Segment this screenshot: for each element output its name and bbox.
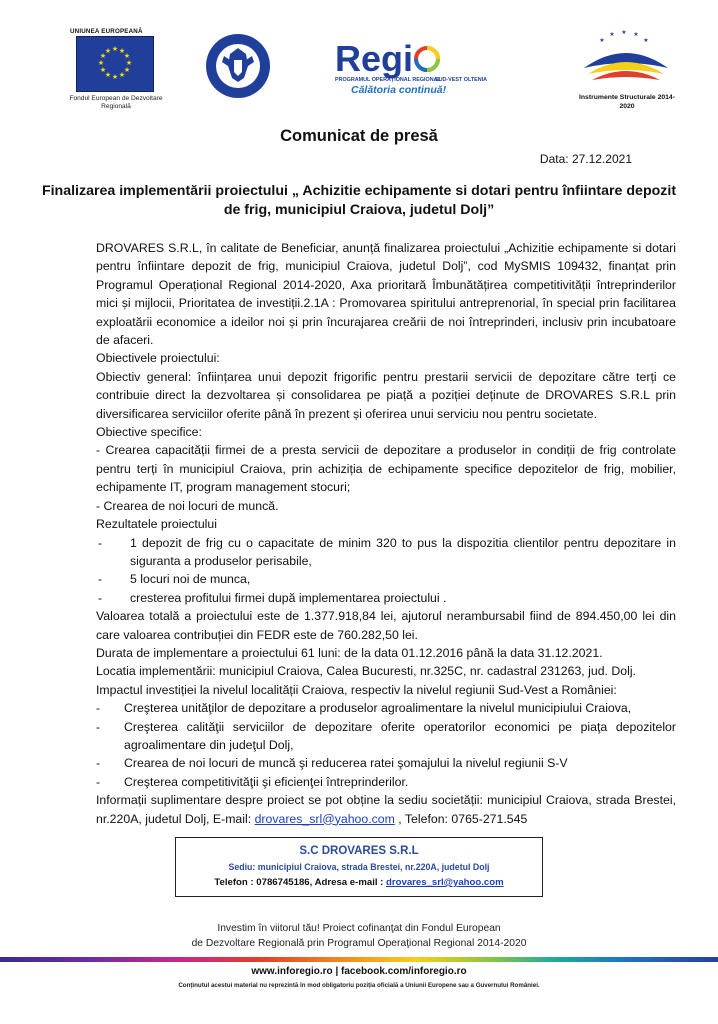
svg-text:PROGRAMUL OPERAȚIONAL REGIONAL: PROGRAMUL OPERAȚIONAL REGIONAL: [335, 77, 441, 83]
footer-funding-text: Investim în viitorul tău! Proiect cofinanţat din Fondul European de Dezvoltare Regională prin Programul Operaţional Regional 2014-2020: [191, 923, 527, 949]
project-heading: Finalizarea implementării proiectului „ Achizitie echipamente si dotari pentru înfiintare depozit de frig, municipiul Craiova, judetul Dolj”: [41, 183, 677, 218]
svg-text:★: ★: [643, 37, 649, 44]
impact-item: - Crearea de noi locuri de muncă şi reducerea ratei şomajului la nivelul regiunii S-V: [96, 756, 568, 771]
svg-text:★: ★: [104, 47, 112, 55]
results-label: Rezultatele proiectului: [96, 517, 217, 532]
contact-email-link[interactable]: drovares_srl@yahoo.com: [386, 877, 504, 888]
contact-company-name: S.C DROVARES S.R.L: [299, 845, 419, 857]
objectives-label: Obiectivele proiectului:: [96, 351, 220, 366]
contact-address: Sediu: municipiul Craiova, strada Brestei, nr.220A, judetul Dolj: [228, 862, 490, 872]
document-body: [96, 239, 676, 828]
svg-text:★: ★: [99, 66, 107, 74]
additional-info: Informații suplimentare despre proiect se pot obține la sediu societății: municipiul Craiova, strada Brestei, nr.220A, judetul Dolj, E-mail: drovares_srl@yahoo.com , Telefon: 0765-271.545: [96, 793, 676, 826]
svg-text:★: ★: [111, 45, 119, 53]
project-value: Valoarea totală a proiectului este de 1.377.918,84 lei, ajutorul nerambursabil fiind de 894.450,00 lei din care valoarea contribuției din FEDR este de 760.282,50 lei.: [96, 609, 676, 642]
svg-text:★: ★: [599, 37, 605, 44]
intro-paragraph: DROVARES S.R.L, în calitate de Beneficiar, anunță finalizarea proiectului „Achizitie echipamente si dotari pentru înfiintare depozit de frig, municipiul Craiova, judetul Dolj”, cod MySMIS 109432, finanțat prin Programul Operațional Regional 2014-2020, Axa prioritară Îmbunătățirea competitivității întreprinderilor mici și mijlocii, Prioritatea de investiții.2.1A : Promovarea spiritului antreprenorial, în special prin facilitarea exploatării economice a ideilor noi și prin încurajarea creării de noi întreprinderi, inclusiv prin incubatoare de afaceri.: [96, 241, 676, 348]
structural-instruments-label: Instrumente Structurale 2014-2020: [579, 94, 675, 110]
result-item: - 1 depozit de frig cu o capacitate de minim 320 to pus la dispozitia clientilor pentru depozitare in siguranta a produselor perisabile,: [98, 535, 676, 568]
svg-text:★: ★: [123, 52, 131, 60]
impact-item: - Creşterea unităţilor de depozitare a produselor agroalimentare la nivelul municipiului Craiova,: [96, 701, 632, 716]
svg-text:★: ★: [123, 66, 131, 74]
specific-objectives-label: Obiective specifice:: [96, 425, 202, 440]
svg-text:★: ★: [125, 59, 133, 67]
svg-text:★: ★: [99, 52, 107, 60]
svg-text:★: ★: [118, 71, 126, 79]
impact-item: - Creşterea competitivităţii şi eficienţei întreprinderilor.: [96, 774, 409, 789]
svg-text:★: ★: [118, 47, 126, 55]
project-duration: Durata de implementare a proiectului 61 luni: de la data 01.12.2016 până la data 31.12.2021.: [96, 645, 603, 660]
result-item: - 5 locuri noi de munca,: [98, 572, 251, 587]
svg-text:★: ★: [111, 73, 119, 81]
svg-text:★: ★: [97, 59, 105, 67]
svg-text:Regi: Regi: [335, 38, 414, 79]
eu-logo-bottom-text: Fondul European de Dezvoltare Regională: [69, 95, 163, 110]
svg-text:★: ★: [621, 29, 627, 36]
footer-disclaimer: Conținutul acestui material nu reprezintă în mod obligatoriu poziția oficială a Uniunii Europene sau a Guvernului României.: [178, 982, 540, 989]
romanian-government-seal-icon: [204, 32, 272, 100]
page-title: Comunicat de presă: [280, 127, 438, 145]
project-location: Locatia implementării: municipiul Craiova, Calea Bucuresti, nr.325C, nr. cadastral 231263, jud. Dolj.: [96, 664, 636, 679]
regio-logo: [331, 37, 499, 97]
eu-logo-top-text: UNIUNEA EUROPEANĂ: [70, 28, 143, 35]
specific-objective-1: - Crearea capacității firmei de a presta servicii de depozitare a produselor in condiții de frig controlate pentru terți în municipiul Craiova, prin achiziția de echipamente specifice depozitelor de frig, mobilier, echipamente IT, program management stocuri;: [96, 443, 676, 495]
contact-phone-email: Telefon : 0786745186, Adresa e-mail : drovares_srl@yahoo.com: [214, 877, 504, 888]
impact-label: Impactul investiției la nivelul localității Craiova, respectiv la nivelul regiunii Sud-Vest a României:: [96, 682, 617, 697]
specific-objective-2: - Crearea de noi locuri de muncă.: [96, 498, 279, 513]
eu-flag-icon: [76, 36, 154, 92]
svg-text:Călătoria continuă!: Călătoria continuă!: [351, 84, 447, 96]
general-objective: Obiectiv general: înființarea unui depozit frigorific pentru prestarii servicii de depozitare către terți ce contribuie direct la dezvoltarea și consolidarea pe piață a poziției deținute de DROVARES S.R.L prin diversificarea serviciilor oferite până în prezent și oferirea unui serviciu nou pentru societate.: [96, 369, 676, 421]
email-link[interactable]: drovares_srl@yahoo.com: [254, 811, 395, 826]
footer-web-links[interactable]: www.inforegio.ro | facebook.com/inforegio.ro: [251, 966, 467, 977]
impact-item: - Creşterea calităţii serviciilor de depozitare oferite operatorilor economici pe piaţa depozitelor agroalimentare din judeţul Dolj,: [96, 719, 676, 752]
result-item: - cresterea profitului firmei după implementarea proiectului .: [98, 590, 447, 605]
document-date: Data: 27.12.2021: [539, 152, 632, 166]
svg-text:★: ★: [633, 31, 639, 38]
svg-text:SUD-VEST OLTENIA: SUD-VEST OLTENIA: [435, 77, 488, 83]
svg-text:★: ★: [609, 31, 615, 38]
footer-color-stripe: [0, 957, 718, 962]
svg-text:★: ★: [104, 71, 112, 79]
